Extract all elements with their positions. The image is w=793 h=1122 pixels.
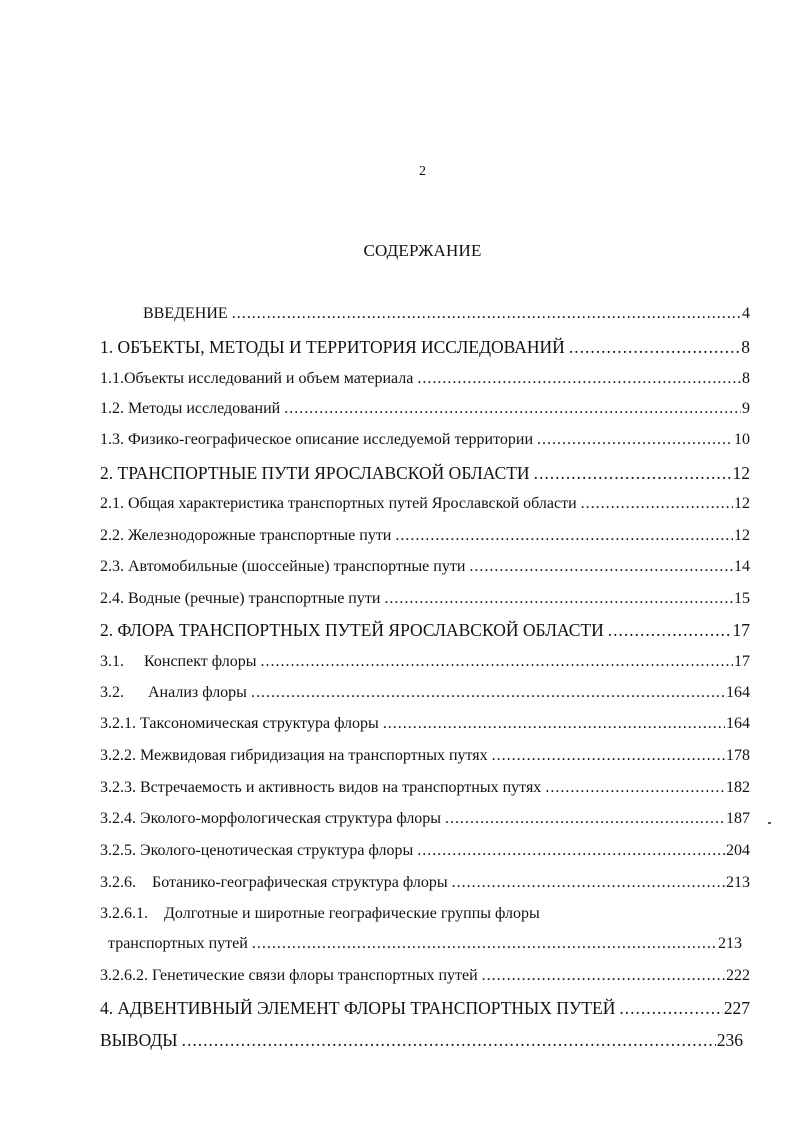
toc-leader-dots [445, 809, 725, 829]
toc-entry-1-1[interactable] [100, 369, 750, 389]
toc-entry-page: 227 [723, 998, 750, 1018]
toc-entry-text: ВВЕДЕНИЕ [143, 305, 228, 322]
toc-leader-dots [534, 463, 732, 483]
toc-entry-page: 213 [718, 935, 742, 952]
toc-entry-chapter-1[interactable] [100, 337, 750, 357]
toc-entry-3-2-6-1-line1[interactable]: 3.2.6.1. Долготные и широтные географические группы флоры [100, 905, 540, 922]
toc-entry-text: 1.1.Объекты исследований и объем материала [100, 370, 414, 387]
toc-entry-text: 1.3. Физико-географическое описание исследуемой территории [100, 431, 533, 448]
toc-entry-3-2-1[interactable] [100, 714, 750, 734]
toc-entry-text: 3.2.5. Эколого-ценотическая структура флоры [100, 842, 414, 859]
toc-leader-dots [251, 683, 725, 703]
toc-entry-text: 2.3. Автомобильные (шоссейные) транспортные пути [100, 558, 466, 575]
toc-entry-text: 3.2.1. Таксономическая структура флоры [100, 715, 379, 732]
toc-entry-text: 2.2. Железнодорожные транспортные пути [100, 527, 392, 544]
toc-entry-page: 8 [741, 337, 750, 357]
toc-entry-text: 1. ОБЪЕКТЫ, МЕТОДЫ И ТЕРРИТОРИЯ ИССЛЕДОВАНИЙ [100, 337, 565, 357]
toc-leader-dots [452, 873, 725, 893]
toc-leader-dots [284, 399, 741, 419]
toc-leader-dots [383, 714, 725, 734]
toc-entry-3-2-4[interactable] [100, 809, 750, 829]
toc-entry-text: 3.2.4. Эколого-морфологическая структура флоры [100, 810, 442, 827]
toc-leader-dots [232, 304, 741, 324]
toc-leader-dots [384, 589, 733, 609]
toc-entry-page: 222 [726, 967, 750, 984]
toc-entry-page: 12 [734, 495, 750, 512]
toc-entry-3-2-6-1-line2[interactable] [108, 934, 742, 954]
page-number: 2 [419, 164, 426, 179]
toc-entry-2-2[interactable] [100, 526, 750, 546]
toc-entry-chapter-4[interactable] [100, 998, 750, 1018]
toc-entry-text: транспортных путей [108, 935, 248, 952]
toc-entry-3-2-6[interactable] [100, 873, 750, 893]
toc-entry-text: 2.1. Общая характеристика транспортных путей Ярославской области [100, 495, 577, 512]
toc-entry-3-2-6-2[interactable] [100, 966, 750, 986]
toc-leader-dots [537, 430, 733, 450]
toc-entry-2-4[interactable] [100, 589, 750, 609]
scan-speck [768, 822, 771, 824]
toc-leader-dots [252, 934, 717, 954]
toc-entry-conclusions[interactable] [100, 1030, 743, 1050]
toc-leader-dots [182, 1030, 716, 1050]
toc-leader-dots [417, 369, 741, 389]
toc-entry-page: 12 [734, 527, 750, 544]
toc-entry-text: 1.2. Методы исследований [100, 400, 281, 417]
toc-entry-page: 164 [726, 715, 750, 732]
toc-entry-page: 10 [734, 431, 750, 448]
toc-entry-chapter-3[interactable] [100, 620, 750, 640]
toc-leader-dots [395, 526, 733, 546]
toc-entry-3-2[interactable] [100, 683, 750, 703]
toc-entry-3-2-2[interactable] [100, 746, 750, 766]
toc-entry-page: 178 [726, 747, 750, 764]
toc-entry-page: 164 [726, 684, 750, 701]
toc-entry-text: 4. АДВЕНТИВНЫЙ ЭЛЕМЕНТ ФЛОРЫ ТРАНСПОРТНЫХ ПУТЕЙ [100, 998, 616, 1018]
toc-entry-2-3[interactable] [100, 557, 750, 577]
toc-entry-text: 2. ФЛОРА ТРАНСПОРТНЫХ ПУТЕЙ ЯРОСЛАВСКОЙ ОБЛАСТИ [100, 620, 604, 640]
toc-entry-text: 2. ТРАНСПОРТНЫЕ ПУТИ ЯРОСЛАВСКОЙ ОБЛАСТИ [100, 463, 530, 483]
toc-entry-page: 236 [716, 1030, 743, 1050]
toc-entry-page: 182 [726, 779, 750, 796]
toc-entry-page: 17 [732, 620, 750, 640]
toc-leader-dots [608, 620, 732, 640]
toc-entry-1-2[interactable] [100, 399, 750, 419]
toc-entry-text: 3.2.6. Ботанико-географическая структура флоры [100, 874, 448, 891]
toc-entry-2-1[interactable] [100, 494, 750, 514]
toc-leader-dots [581, 494, 733, 514]
toc-leader-dots [260, 652, 733, 672]
toc-entry-chapter-2[interactable] [100, 463, 750, 483]
toc-entry-introduction[interactable] [143, 304, 750, 324]
toc-entry-text: 3.2.2. Межвидовая гибридизация на транспортных путях [100, 747, 488, 764]
toc-entry-page: 15 [734, 590, 750, 607]
toc-entry-page: 12 [732, 463, 750, 483]
toc-leader-dots [569, 337, 740, 357]
toc-entry-1-3[interactable] [100, 430, 750, 450]
toc-entry-3-2-3[interactable] [100, 778, 750, 798]
toc-leader-dots [469, 557, 733, 577]
toc-leader-dots [545, 778, 725, 798]
toc-leader-dots [619, 998, 722, 1018]
toc-entry-page: 9 [742, 400, 750, 417]
toc-leader-dots [492, 746, 725, 766]
toc-leader-dots [482, 966, 725, 986]
toc-entry-page: 8 [742, 370, 750, 387]
toc-entry-text: 3.2.3. Встречаемость и активность видов на транспортных путях [100, 779, 542, 796]
toc-title: СОДЕРЖАНИЕ [363, 241, 482, 260]
toc-entry-text: 3.2.6.2. Генетические связи флоры транспортных путей [100, 967, 478, 984]
toc-entry-page: 17 [734, 653, 750, 670]
toc-leader-dots [417, 841, 725, 861]
toc-entry-text: 2.4. Водные (речные) транспортные пути [100, 590, 381, 607]
toc-entry-page: 213 [726, 874, 750, 891]
toc-entry-3-1[interactable] [100, 652, 750, 672]
toc-entry-text: 3.1. Конспект флоры [100, 653, 257, 670]
toc-entry-3-2-5[interactable] [100, 841, 750, 861]
toc-entry-page: 187 [726, 810, 750, 827]
toc-entry-text: ВЫВОДЫ [100, 1030, 178, 1050]
toc-entry-text: 3.2. Анализ флоры [100, 684, 247, 701]
toc-entry-page: 14 [734, 558, 750, 575]
toc-entry-page: 204 [726, 842, 750, 859]
toc-entry-page: 4 [742, 305, 750, 322]
